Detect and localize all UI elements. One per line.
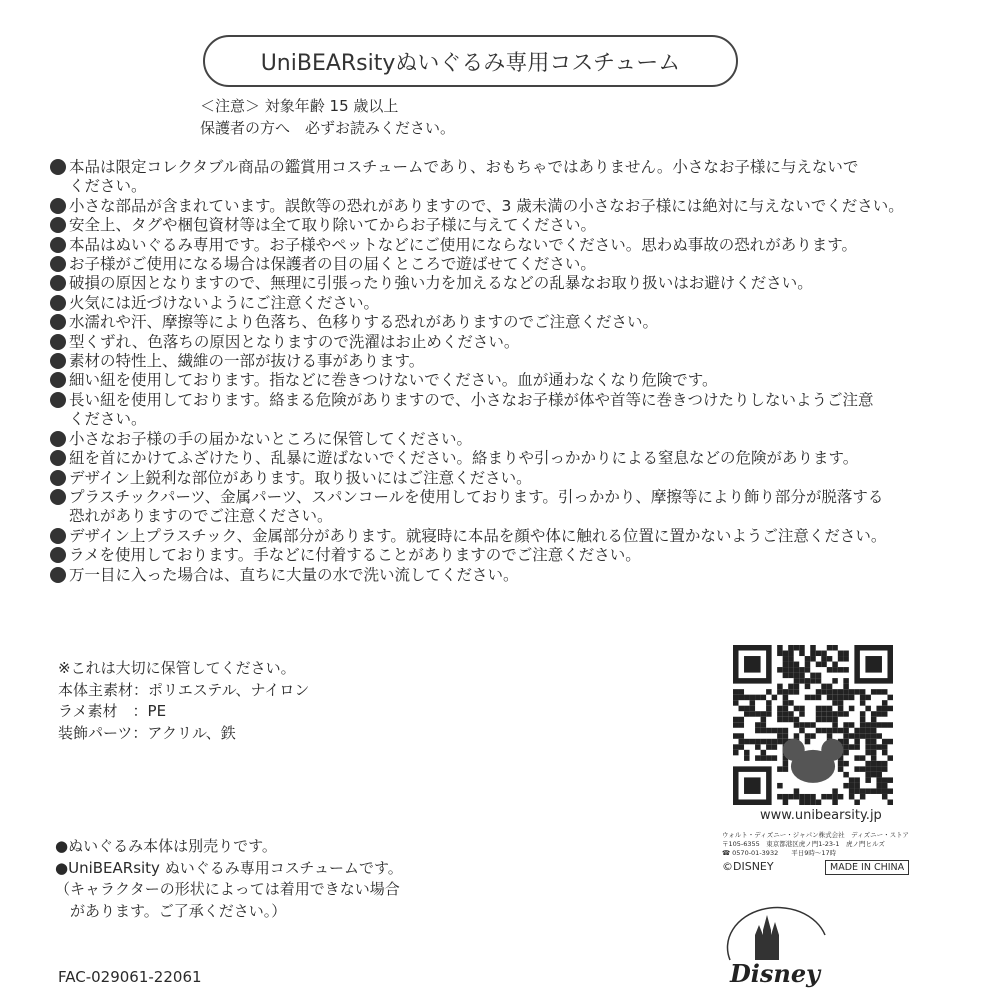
materials — [58, 658, 309, 745]
warning-text: 火気には近づけないようにご注意ください。 — [69, 293, 380, 312]
warning-item — [50, 546, 970, 565]
company-info — [722, 831, 922, 858]
guardian-notice: 保護者の方へ 必ずお読みください。 — [200, 119, 456, 137]
svg-text:Disney: Disney — [729, 959, 821, 988]
footnote: ●ぬいぐるみ本体は別売りです。 — [55, 837, 277, 855]
warning-text: 本品は限定コレクタブル商品の鑑賞用コスチュームであり、おもちゃではありません。小さなお子様に与えないで — [69, 158, 859, 176]
lame-material: ラメ素材 ：PE — [58, 702, 167, 721]
bullet-icon — [50, 314, 66, 330]
warning-item — [50, 391, 970, 410]
bullet-icon — [50, 275, 66, 291]
keep-note: ※これは大切に保管してください。 — [58, 659, 296, 677]
bullet-icon — [50, 159, 66, 175]
warning-text-cont: ください。 — [69, 177, 147, 196]
footnote: ●UniBEARsity ぬいぐるみ専用コスチュームです。 — [55, 858, 403, 877]
warning-item — [50, 255, 970, 274]
company-address: 〒105-6355 東京都港区虎ノ門1-23-1 虎ノ門ヒルズ — [722, 840, 885, 848]
warning-item — [50, 313, 970, 332]
warning-text: 水濡れや汗、摩擦等により色落ち、色移りする恐れがありますのでご注意ください。 — [69, 313, 659, 332]
warning-item — [50, 469, 970, 488]
bullet-icon — [50, 431, 66, 447]
bullet-icon — [50, 334, 66, 350]
warning-item — [50, 216, 970, 235]
warning-text: デザイン上プラスチック、金属部分があります。就寝時に本品を顔や体に触れる位置に置かないようご注意ください。 — [69, 526, 887, 545]
bullet-icon — [50, 489, 66, 505]
warning-item — [50, 527, 970, 546]
warning-item — [50, 236, 970, 255]
warning-item — [50, 294, 970, 313]
warning-text: ラメを使用しております。手などに付着することがありますのでご注意ください。 — [69, 546, 641, 565]
warning-text: プラスチックパーツ、金属パーツ、スパンコールを使用しております。引っかかり、摩擦等により飾り部分が脱落する — [69, 487, 884, 506]
warning-item — [50, 449, 970, 468]
warning-text: 小さな部品が含まれています。誤飲等の恐れがありますので、3 歳未満の小さなお子様には絶対に与えないでください。 — [69, 196, 904, 215]
bullet-icon — [50, 295, 66, 311]
company-name: ウォルト・ディズニー・ジャパン株式会社 ディズニー・ストア — [722, 831, 909, 839]
warning-item — [50, 274, 970, 293]
bullet-icon — [50, 528, 66, 544]
bullet-icon — [50, 372, 66, 388]
warning-text: 紐を首にかけてふざけたり、乱暴に遊ばないでください。絡まりや引っかかりによる窒息などの危険があります。 — [69, 449, 859, 468]
warning-item — [50, 333, 970, 352]
warning-item — [50, 566, 970, 585]
footnote: があります。ご了承ください。） — [55, 902, 287, 921]
warning-text: 安全上、タグや梱包資材等は全て取り除いてからお子様に与えてください。 — [69, 216, 597, 235]
footnote: （キャラクターの形状によっては着用できない場合 — [55, 880, 400, 899]
copyright: ©DISNEY — [722, 860, 774, 873]
warning-text: 細い紐を使用しております。指などに巻きつけないでください。血が通わなくなり危険です。 — [69, 371, 718, 390]
warning-item — [50, 197, 970, 216]
warning-text-cont: ください。 — [69, 410, 147, 429]
bullet-icon — [50, 567, 66, 583]
bullet-icon — [50, 353, 66, 369]
company-phone: ☎ 0570-01-3932 平日9時～17時 — [722, 849, 837, 857]
warning-text: 破損の原因となりますので、無理に引張ったり強い力を加えるなどの乱暴なお取り扱いはお避けください。 — [69, 274, 813, 293]
bullet-icon — [50, 198, 66, 214]
page-title: UniBEARsityぬいぐるみ専用コスチューム — [260, 50, 681, 76]
warning-item — [50, 488, 970, 507]
qr-code[interactable] — [733, 645, 893, 805]
warning-item — [50, 352, 970, 371]
bullet-icon — [50, 256, 66, 272]
bullet-icon — [50, 470, 66, 486]
warning-text-cont: 恐れがありますのでご注意ください。 — [69, 507, 333, 526]
website-url: www.unibearsity.jp — [760, 808, 882, 823]
warning-text: 素材の特性上、繊維の一部が抜ける事があります。 — [69, 352, 425, 371]
made-in-badge: MADE IN CHINA — [825, 860, 909, 875]
bullet-icon — [50, 392, 66, 408]
title-box — [203, 35, 738, 87]
warning-text: 長い紐を使用しております。絡まる危険がありますので、小さなお子様が体や首等に巻きつけたりしないようご注意 — [69, 390, 874, 409]
bullet-icon — [50, 450, 66, 466]
warning-text: デザイン上鋭利な部位があります。取り扱いにはご注意ください。 — [69, 468, 532, 487]
age-notice: ＜注意＞ 対象年齢 15 歳以上 — [200, 97, 399, 115]
product-code: FAC-029061-22061 — [58, 968, 202, 986]
bullet-icon — [50, 547, 66, 563]
warning-item — [50, 430, 970, 449]
main-material: 本体主素材：ポリエステル、ナイロン — [58, 680, 310, 699]
warning-text: 型くずれ、色落ちの原因となりますので洗濯はお止めください。 — [69, 332, 520, 351]
decoration-material: 装飾パーツ：アクリル、鉄 — [58, 724, 236, 743]
warning-item — [50, 158, 970, 177]
disney-castle-logo — [715, 900, 835, 990]
warning-text: 万一目に入った場合は、直ちに大量の水で洗い流してください。 — [69, 565, 519, 584]
bullet-icon — [50, 237, 66, 253]
warning-text: 小さなお子様の手の届かないところに保管してください。 — [69, 429, 473, 448]
warning-item — [50, 371, 970, 390]
bullet-icon — [50, 217, 66, 233]
footnotes — [55, 836, 403, 923]
warning-text: 本品はぬいぐるみ専用です。お子様やペットなどにご使用にならないでください。思わぬ事故の恐れがあります。 — [69, 235, 858, 254]
warning-text: お子様がご使用になる場合は保護者の目の届くところで遊ばせてください。 — [69, 255, 596, 274]
warning-list — [50, 158, 970, 585]
